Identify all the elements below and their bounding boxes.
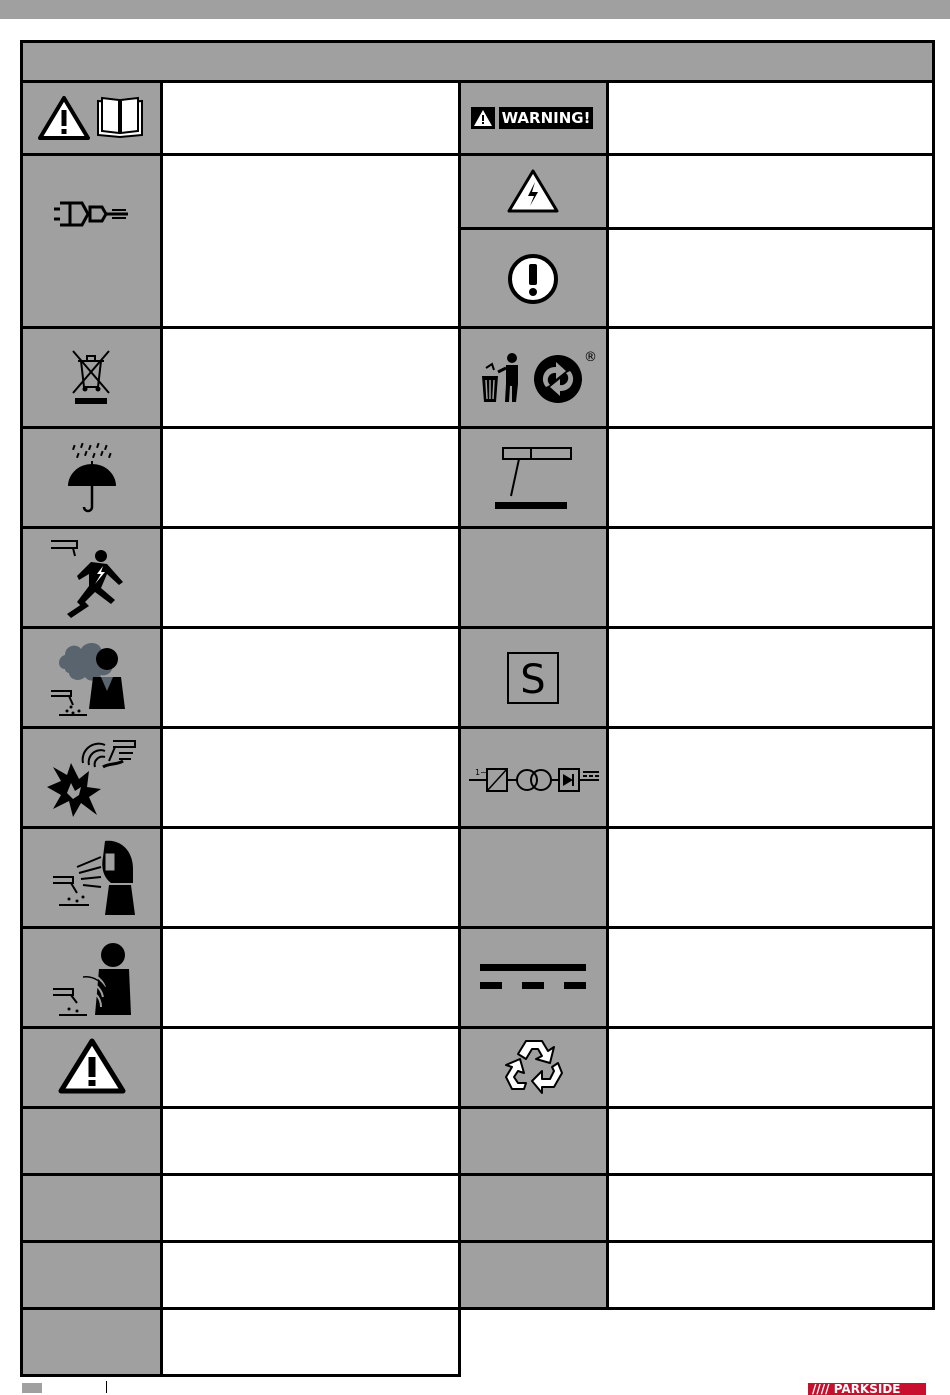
warning-triangle-icon [36,93,92,143]
brand-logo: //// PARKSIDE [808,1383,926,1395]
description-cell [606,80,935,156]
description-cell [160,1173,461,1243]
recycle-icon [502,1036,566,1096]
exclamation-circle-icon [505,251,561,307]
symbol-cell [20,1307,163,1377]
description-cell [606,726,935,829]
inverter-symbol-icon [466,762,602,796]
description-cell [606,1026,935,1109]
plug-icon [52,196,132,232]
top-bar [0,0,950,19]
symbol-cell [20,1173,163,1243]
description-cell [606,526,935,629]
svg-text:S: S [520,657,546,703]
description-cell [160,153,461,329]
page-number-marker [22,1383,42,1393]
table-header [20,40,935,83]
description-cell [606,926,935,1029]
symbol-cell [20,1106,163,1176]
description-cell [606,1240,935,1310]
symbol-cell [458,1173,609,1243]
symbol-cell [458,826,609,929]
description-cell [160,926,461,1029]
description-cell [606,826,935,929]
high-voltage-icon [505,166,561,216]
description-cell [160,726,461,829]
fumes-icon [44,634,138,720]
symbol-cell [458,526,609,629]
description-cell [606,227,935,329]
warning-label-icon [466,106,598,130]
description-cell [606,1106,935,1176]
svg-text:1~: 1~ [475,768,487,777]
footer-divider [106,1381,107,1393]
umbrella-rain-icon [64,440,120,516]
description-cell [606,426,935,529]
symbol-cell [20,1240,163,1310]
symbol-cell [458,1106,609,1176]
direct-current-icon [476,960,590,994]
description-cell [160,1307,461,1377]
symbol-cell [20,153,163,329]
svg-text:®: ® [584,350,597,365]
description-cell [160,1240,461,1310]
description-cell [160,1106,461,1176]
description-cell [160,1026,461,1109]
manual-book-icon [94,93,146,141]
electric-shock-icon [44,535,138,619]
explosion-icon [44,734,140,820]
description-cell [606,1173,935,1243]
description-cell [606,626,935,729]
description-cell [160,526,461,629]
description-cell [160,326,461,429]
description-cell [160,80,461,156]
symbol-cell [458,1240,609,1310]
description-cell [606,153,935,230]
s-mark-icon [505,650,561,706]
welding-mask-icon [46,836,140,920]
green-dot-icon [530,348,596,406]
radiation-icon [46,936,138,1020]
description-cell [160,826,461,929]
litter-person-icon [477,351,523,405]
description-cell [160,426,461,529]
crossed-bin-icon [68,346,114,408]
warning-triangle-large-icon [56,1036,128,1096]
welding-electrode-icon [492,445,576,511]
description-cell [160,626,461,729]
description-cell [606,326,935,429]
warning-label-text: WARNING! [499,107,594,129]
